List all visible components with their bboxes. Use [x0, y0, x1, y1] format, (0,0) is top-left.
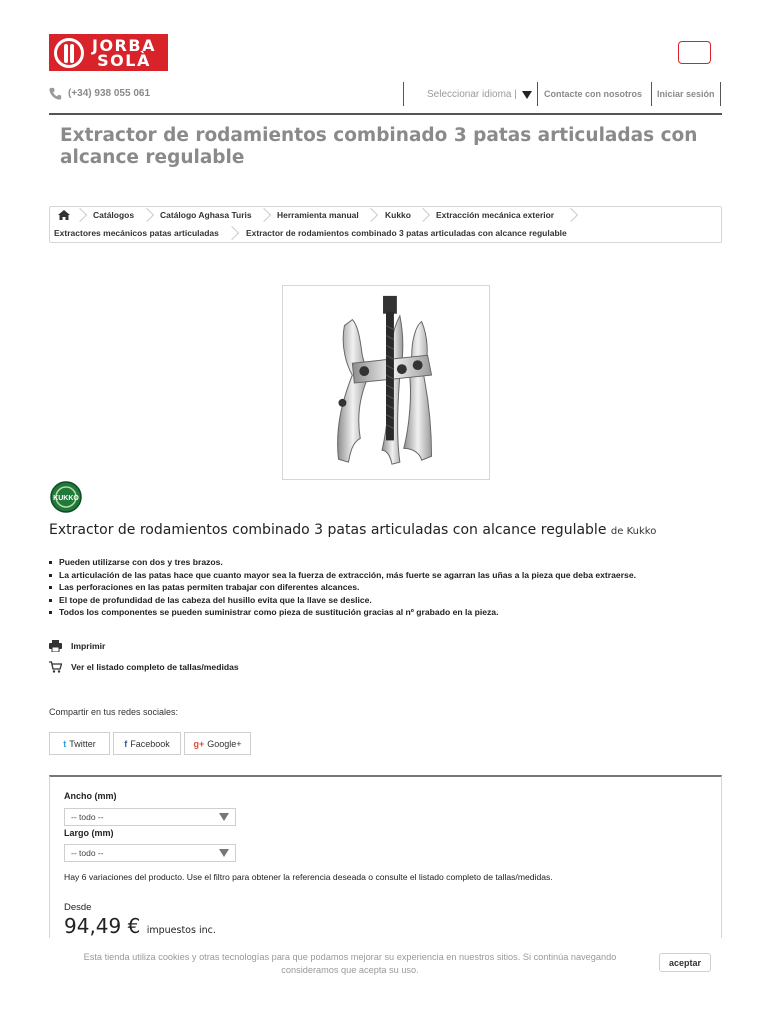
- product-image[interactable]: [282, 285, 490, 480]
- divider: [720, 82, 721, 106]
- facebook-share-button[interactable]: [113, 732, 181, 755]
- twitter-share-button[interactable]: [49, 732, 110, 755]
- tax-label: impuestos inc.: [146, 925, 216, 936]
- bearing-puller-image: [283, 286, 489, 479]
- length-filter-label: Largo (mm): [64, 828, 114, 838]
- logo-text: [92, 35, 156, 70]
- breadcrumb-item-extractores[interactable]: Extractores mecánicos patas articuladas: [54, 228, 219, 238]
- product-name: Extractor de rodamientos combinado 3 patas articuladas con alcance regulable: [49, 522, 607, 538]
- chevron-down-icon[interactable]: [219, 849, 229, 857]
- menu-toggle-button[interactable]: [678, 41, 711, 64]
- width-select-value[interactable]: -- todo --: [71, 812, 104, 822]
- breadcrumb-separator: [73, 208, 87, 222]
- breadcrumb-separator: [257, 208, 271, 222]
- kukko-logo-text: KUKKO: [53, 495, 79, 502]
- phone-number[interactable]: (+34) 938 055 061: [68, 88, 151, 99]
- contact-link[interactable]: Contacte con nosotros: [544, 89, 643, 99]
- phone-contact[interactable]: [49, 87, 150, 100]
- list-item: La articulación de las patas hace que cuanto mayor sea la fuerza de extracción, más fuerte se agarran las uñas a la pieza que deba extraerse.: [49, 569, 719, 582]
- language-selector-label[interactable]: Seleccionar idioma |: [427, 89, 517, 100]
- divider: [651, 82, 652, 106]
- phone-icon: [49, 87, 62, 100]
- divider: [403, 82, 404, 106]
- variations-note: Hay 6 variaciones del producto. Use el filtro para obtener la referencia deseada o consulte el listado completo de tallas/medidas.: [64, 872, 553, 882]
- logo-mark-icon: [54, 38, 84, 68]
- length-select-value[interactable]: -- todo --: [71, 848, 104, 858]
- price: [64, 914, 216, 938]
- list-item: Las perforaciones en las patas permiten trabajar con diferentes alcances.: [49, 581, 719, 594]
- list-item: Todos los componentes se pueden suministrar como pieza de sustitución gracias al nº grabado en la pieza.: [49, 606, 719, 619]
- google-plus-icon: g+: [193, 738, 205, 749]
- breadcrumb-separator: [416, 208, 430, 222]
- login-link[interactable]: Iniciar sesión: [657, 89, 715, 99]
- breadcrumb-separator: [564, 208, 578, 222]
- product-brand-link[interactable]: de Kukko: [610, 526, 657, 537]
- cookie-accept-button[interactable]: aceptar: [659, 953, 711, 972]
- sizes-list-link[interactable]: [49, 661, 239, 673]
- home-icon[interactable]: [58, 210, 70, 220]
- language-selector[interactable]: [427, 89, 532, 100]
- facebook-label[interactable]: Facebook: [130, 738, 170, 749]
- breadcrumb-item-aghasa[interactable]: Catálogo Aghasa Turis: [160, 210, 252, 220]
- price-value: 94,49 €: [64, 914, 141, 938]
- caret-down-icon[interactable]: [522, 91, 532, 99]
- printer-icon: [49, 640, 62, 652]
- google-plus-share-button[interactable]: [184, 732, 251, 755]
- cart-icon: [49, 661, 62, 673]
- site-logo[interactable]: [49, 34, 168, 71]
- breadcrumb-item-kukko[interactable]: Kukko: [385, 210, 411, 220]
- divider: [537, 82, 538, 106]
- breadcrumb-item-herramienta[interactable]: Herramienta manual: [277, 210, 359, 220]
- breadcrumb: [49, 206, 722, 243]
- breadcrumb-item-current: Extractor de rodamientos combinado 3 patas articuladas con alcance regulable: [246, 228, 567, 238]
- twitter-icon: t: [63, 738, 67, 749]
- print-link[interactable]: [49, 640, 105, 652]
- price-from-label: Desde: [64, 902, 92, 913]
- print-label[interactable]: Imprimir: [71, 641, 106, 651]
- length-select[interactable]: [64, 844, 236, 862]
- logo-line-2: SOLÀ: [97, 50, 151, 70]
- width-filter-label: Ancho (mm): [64, 791, 117, 801]
- breadcrumb-separator: [364, 208, 378, 222]
- breadcrumb-item-extraccion[interactable]: Extracción mecánica exterior: [436, 210, 555, 220]
- feature-list: [49, 556, 719, 619]
- cookie-banner: [0, 938, 768, 994]
- cookie-text: Esta tienda utiliza cookies y otras tecnologías para que podamos mejorar su experiencia en nuestros sitios. Si continúa navegando consideramos que acepta su uso.: [83, 952, 617, 975]
- product-heading: [49, 522, 656, 538]
- width-select[interactable]: [64, 808, 236, 826]
- list-item: El tope de profundidad de las cabeza del husillo evita que la llave se deslice.: [49, 594, 719, 607]
- google-plus-label[interactable]: Google+: [207, 738, 242, 749]
- top-bar: [49, 82, 722, 115]
- sizes-list-label[interactable]: Ver el listado completo de tallas/medidas: [71, 662, 239, 672]
- breadcrumb-item-catalogos[interactable]: Catálogos: [93, 210, 135, 220]
- logo-line-1: JORBA: [92, 35, 156, 55]
- chevron-down-icon[interactable]: [219, 813, 229, 821]
- facebook-icon: f: [124, 738, 128, 749]
- breadcrumb-separator: [140, 208, 154, 222]
- breadcrumb-separator: [225, 226, 239, 240]
- list-item: Pueden utilizarse con dos y tres brazos.: [49, 556, 719, 569]
- page-title: Extractor de rodamientos combinado 3 patas articuladas con alcance regulable: [60, 125, 698, 168]
- share-label: Compartir en tus redes sociales:: [49, 707, 179, 717]
- kukko-brand-logo[interactable]: [49, 481, 83, 513]
- twitter-label[interactable]: Twitter: [69, 738, 96, 749]
